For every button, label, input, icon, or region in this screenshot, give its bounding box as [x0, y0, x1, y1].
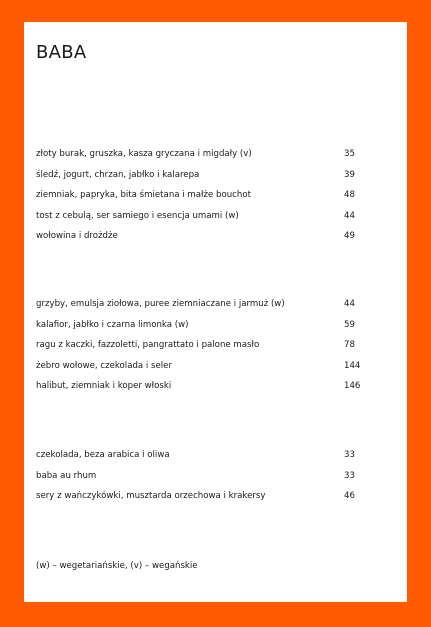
- menu-item-name: tost z cebulą, ser samiego i esencja umami (w): [36, 210, 239, 221]
- diet-legend-note: (w) – wegetariańskie, (v) – wegańskie: [36, 561, 198, 571]
- menu-item: [36, 471, 358, 492]
- menu-item: [36, 190, 358, 211]
- menu-page: [24, 22, 407, 602]
- menu-item: [36, 340, 358, 361]
- menu-item-name: halibut, ziemniak i koper włoski: [36, 381, 172, 391]
- menu-item: [36, 381, 361, 402]
- menu-item-price: 39: [344, 169, 355, 180]
- menu-item: [36, 450, 358, 471]
- menu-item-name: śledź, jogurt, chrzan, jabłko i kalarepa: [36, 169, 200, 180]
- menu-item-price: 59: [344, 319, 355, 330]
- menu-item-price: 33: [344, 470, 355, 481]
- menu-title: BABA: [36, 42, 87, 63]
- menu-item-name: wołowina i drożdże: [36, 231, 118, 241]
- menu-item-price: 144: [344, 360, 361, 371]
- menu-section-mains: [36, 299, 361, 402]
- menu-item-price: 146: [344, 381, 361, 391]
- menu-item: [36, 170, 358, 191]
- menu-item-price: 49: [344, 231, 355, 241]
- menu-item-name: baba au rhum: [36, 470, 97, 481]
- menu-item-name: ziemniak, papryka, bita śmietana i małże bouchot: [36, 190, 251, 200]
- menu-item: [36, 231, 358, 252]
- menu-item-price: 44: [344, 210, 355, 221]
- menu-item-price: 44: [344, 299, 355, 309]
- menu-item: [36, 149, 358, 170]
- menu-item: [36, 211, 358, 232]
- menu-item-name: żebro wołowe, czekolada i seler: [36, 360, 173, 371]
- menu-item-price: 78: [344, 340, 355, 350]
- menu-item-name: złoty burak, gruszka, kasza gryczana i migdały (v): [36, 149, 252, 159]
- menu-item-price: 33: [344, 450, 355, 460]
- menu-item-name: sery z wańczykówki, musztarda orzechowa i krakersy: [36, 491, 266, 501]
- menu-item-name: grzyby, emulsja ziołowa, puree ziemniaczane i jarmuż (w): [36, 299, 285, 309]
- menu-item-price: 35: [344, 149, 355, 159]
- menu-item-price: 46: [344, 491, 355, 501]
- menu-item-price: 48: [344, 190, 355, 200]
- menu-item-name: ragu z kaczki, fazzoletti, pangrattato i palone masło: [36, 340, 260, 350]
- menu-item-name: kalafior, jabłko i czarna limonka (w): [36, 319, 189, 330]
- menu-item: [36, 320, 358, 341]
- menu-item: [36, 299, 358, 320]
- menu-section-desserts: [36, 450, 358, 512]
- menu-item: [36, 360, 361, 382]
- menu-item-name: czekolada, beza arabica i oliwa: [36, 450, 170, 460]
- menu-section-starters: [36, 149, 358, 252]
- menu-item: [36, 491, 358, 512]
